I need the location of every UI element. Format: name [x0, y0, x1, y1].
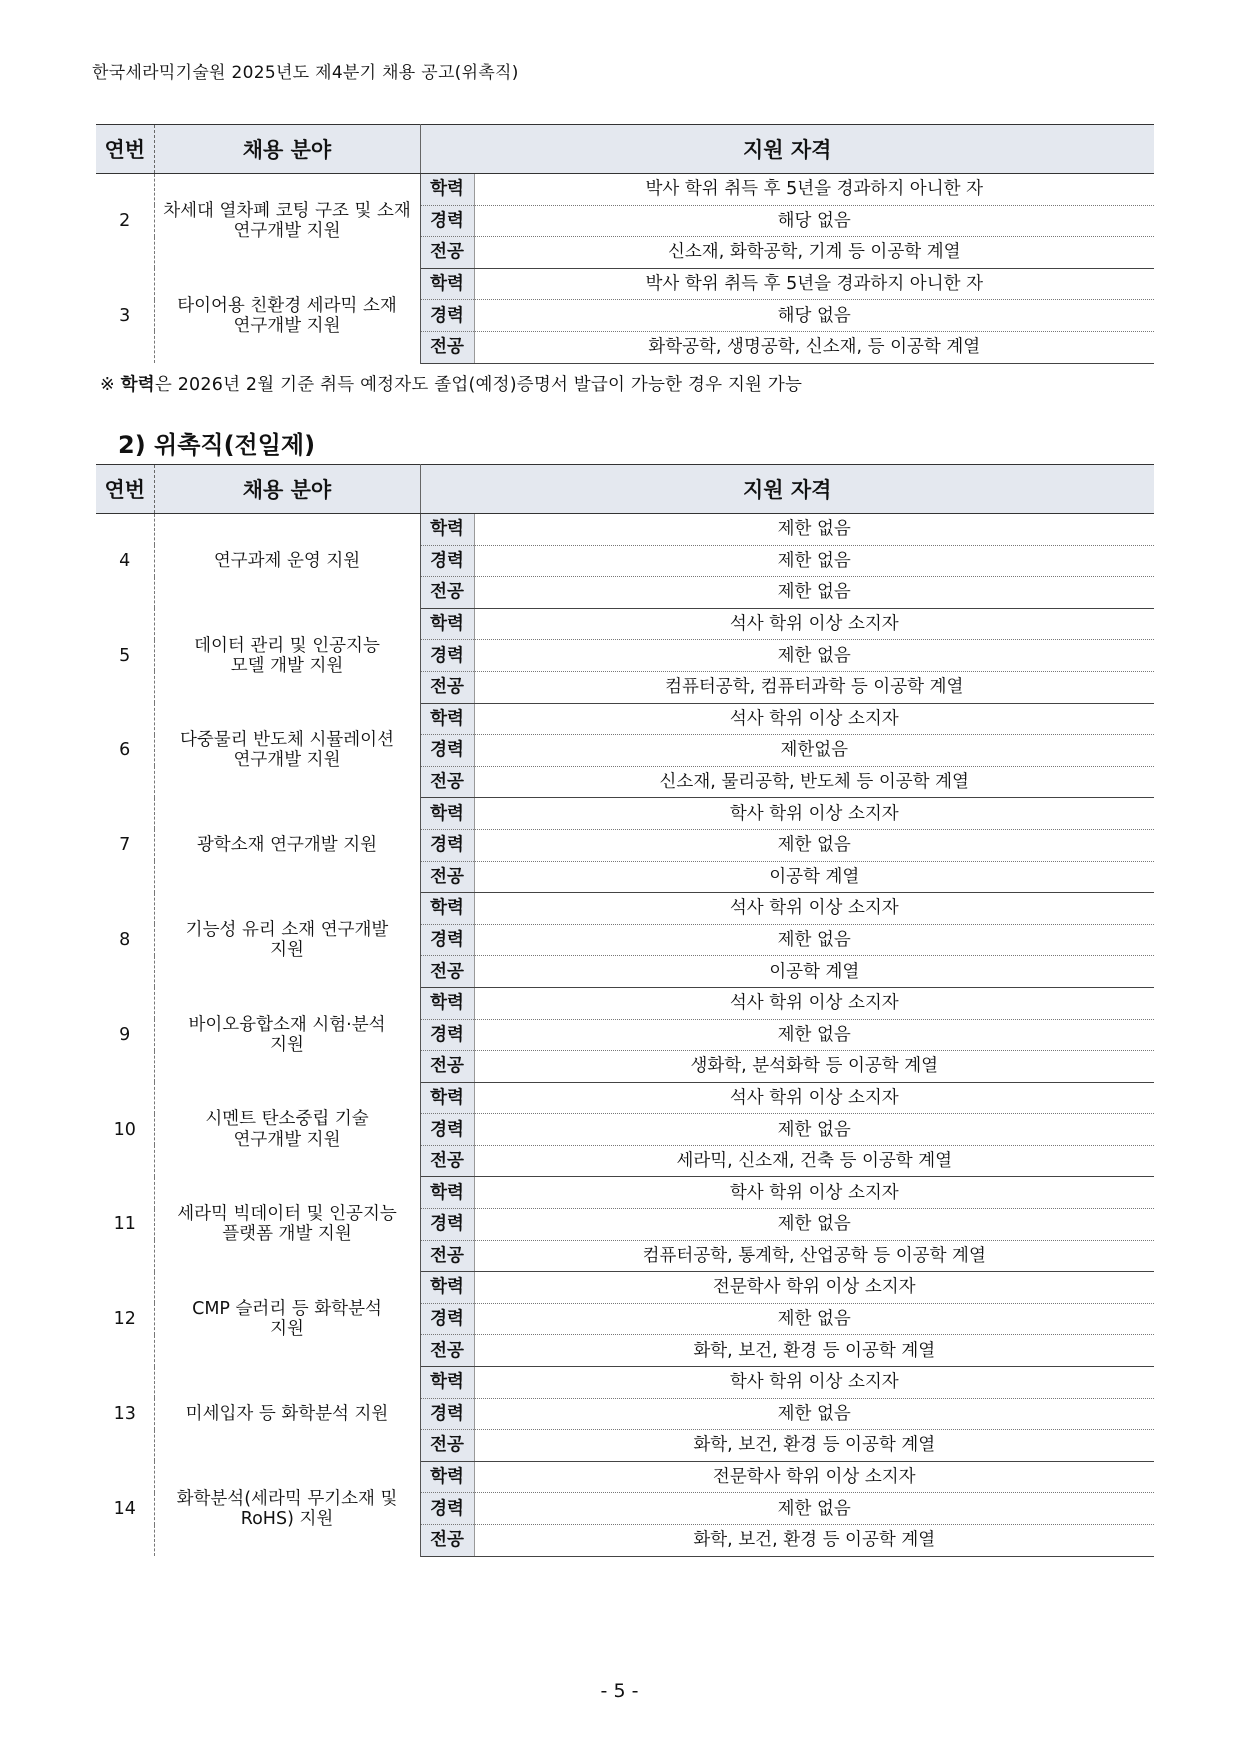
qualification-label-major: 전공: [420, 577, 474, 609]
qualification-label-major: 전공: [420, 671, 474, 703]
qualification-value-exp: 제한 없음: [474, 545, 1154, 577]
qualification-label-major: 전공: [420, 1525, 474, 1557]
row-number: 14: [96, 1461, 154, 1556]
qualification-value-exp: 제한 없음: [474, 829, 1154, 861]
recruitment-field: 타이어용 친환경 세라믹 소재 연구개발 지원: [154, 268, 420, 363]
qualification-value-edu: 전문학사 학위 이상 소지자: [474, 1272, 1154, 1304]
qualification-label-edu: 학력: [420, 1272, 474, 1304]
qualification-label-exp: 경력: [420, 205, 474, 237]
column-header-qualification: 지원 자격: [420, 465, 1154, 514]
qualification-label-edu: 학력: [420, 798, 474, 830]
qualification-value-major: 이공학 계열: [474, 956, 1154, 988]
column-header-no: 연번: [96, 465, 154, 514]
qualification-label-major: 전공: [420, 1240, 474, 1272]
recruitment-field: 연구과제 운영 지원: [154, 514, 420, 609]
qualification-label-edu: 학력: [420, 1177, 474, 1209]
page-header: 한국세라믹기술원 2025년도 제4분기 채용 공고(위촉직): [92, 63, 519, 83]
qualification-label-edu: 학력: [420, 174, 474, 206]
qualification-value-exp: 제한 없음: [474, 1114, 1154, 1146]
qualification-value-exp: 해당 없음: [474, 205, 1154, 237]
table-row: [96, 608, 1154, 640]
qualification-label-major: 전공: [420, 1051, 474, 1083]
note-bold: 학력: [120, 375, 155, 395]
qualification-table-2: [96, 464, 1154, 1557]
qualification-label-exp: 경력: [420, 1398, 474, 1430]
qualification-label-edu: 학력: [420, 893, 474, 925]
qualification-label-edu: 학력: [420, 608, 474, 640]
qualification-value-edu: 학사 학위 이상 소지자: [474, 1367, 1154, 1399]
column-header-no: 연번: [96, 125, 154, 174]
recruitment-field: 다중물리 반도체 시뮬레이션 연구개발 지원: [154, 703, 420, 798]
table-row: [96, 174, 1154, 206]
qualification-label-exp: 경력: [420, 1303, 474, 1335]
row-number: 9: [96, 987, 154, 1082]
table-row: [96, 1272, 1154, 1304]
qualification-label-edu: 학력: [420, 987, 474, 1019]
row-number: 4: [96, 514, 154, 609]
recruitment-field: CMP 슬러리 등 화학분석 지원: [154, 1272, 420, 1367]
recruitment-field: 세라믹 빅데이터 및 인공지능 플랫폼 개발 지원: [154, 1177, 420, 1272]
qualification-value-edu: 전문학사 학위 이상 소지자: [474, 1461, 1154, 1493]
qualification-value-exp: 제한 없음: [474, 1209, 1154, 1241]
qualification-value-exp: 제한 없음: [474, 924, 1154, 956]
qualification-value-edu: 박사 학위 취득 후 5년을 경과하지 아니한 자: [474, 174, 1154, 206]
qualification-label-exp: 경력: [420, 1019, 474, 1051]
table-row: [96, 1461, 1154, 1493]
qualification-value-edu: 석사 학위 이상 소지자: [474, 703, 1154, 735]
table-row: [96, 893, 1154, 925]
row-number: 11: [96, 1177, 154, 1272]
qualification-value-major: 화학, 보건, 환경 등 이공학 계열: [474, 1335, 1154, 1367]
qualification-table-1: [96, 124, 1154, 364]
qualification-value-major: 세라믹, 신소재, 건축 등 이공학 계열: [474, 1145, 1154, 1177]
table-row: [96, 798, 1154, 830]
qualification-label-edu: 학력: [420, 1367, 474, 1399]
qualification-value-major: 생화학, 분석화학 등 이공학 계열: [474, 1051, 1154, 1083]
qualification-label-exp: 경력: [420, 1114, 474, 1146]
qualification-value-major: 신소재, 물리공학, 반도체 등 이공학 계열: [474, 766, 1154, 798]
qualification-label-major: 전공: [420, 766, 474, 798]
qualification-value-edu: 석사 학위 이상 소지자: [474, 1082, 1154, 1114]
qualification-value-major: 신소재, 화학공학, 기계 등 이공학 계열: [474, 237, 1154, 269]
recruitment-field: 화학분석(세라믹 무기소재 및 RoHS) 지원: [154, 1461, 420, 1556]
qualification-value-exp: 제한 없음: [474, 1303, 1154, 1335]
qualification-label-exp: 경력: [420, 640, 474, 672]
qualification-label-major: 전공: [420, 1335, 474, 1367]
qualification-label-exp: 경력: [420, 924, 474, 956]
row-number: 7: [96, 798, 154, 893]
table-body: [96, 514, 1154, 1557]
qualification-value-edu: 석사 학위 이상 소지자: [474, 893, 1154, 925]
qualification-value-exp: 제한 없음: [474, 1493, 1154, 1525]
qualification-value-exp: 제한 없음: [474, 640, 1154, 672]
qualification-value-major: 화학, 보건, 환경 등 이공학 계열: [474, 1525, 1154, 1557]
column-header-field: 채용 분야: [154, 125, 420, 174]
qualification-label-major: 전공: [420, 956, 474, 988]
qualification-value-edu: 박사 학위 취득 후 5년을 경과하지 아니한 자: [474, 268, 1154, 300]
qualification-value-edu: 학사 학위 이상 소지자: [474, 798, 1154, 830]
table-row: [96, 514, 1154, 546]
recruitment-field: 시멘트 탄소중립 기술 연구개발 지원: [154, 1082, 420, 1177]
qualification-label-major: 전공: [420, 1430, 474, 1462]
qualification-label-exp: 경력: [420, 735, 474, 767]
table-body: [96, 174, 1154, 364]
qualification-value-edu: 학사 학위 이상 소지자: [474, 1177, 1154, 1209]
qualification-label-edu: 학력: [420, 1082, 474, 1114]
row-number: 12: [96, 1272, 154, 1367]
table-row: [96, 703, 1154, 735]
qualification-value-major: 컴퓨터공학, 통계학, 산업공학 등 이공학 계열: [474, 1240, 1154, 1272]
row-number: 5: [96, 608, 154, 703]
table-row: [96, 1177, 1154, 1209]
row-number: 6: [96, 703, 154, 798]
qualification-label-edu: 학력: [420, 703, 474, 735]
recruitment-field: 광학소재 연구개발 지원: [154, 798, 420, 893]
qualification-value-edu: 석사 학위 이상 소지자: [474, 608, 1154, 640]
qualification-value-exp: 해당 없음: [474, 300, 1154, 332]
qualification-label-major: 전공: [420, 331, 474, 363]
table-row: [96, 268, 1154, 300]
qualification-value-major: 컴퓨터공학, 컴퓨터과학 등 이공학 계열: [474, 671, 1154, 703]
qualification-label-exp: 경력: [420, 300, 474, 332]
qualification-value-major: 제한 없음: [474, 577, 1154, 609]
row-number: 2: [96, 174, 154, 269]
page-number: - 5 -: [600, 1680, 639, 1702]
footnote: [100, 371, 802, 396]
column-header-field: 채용 분야: [154, 465, 420, 514]
qualification-label-edu: 학력: [420, 1461, 474, 1493]
qualification-label-edu: 학력: [420, 514, 474, 546]
qualification-label-major: 전공: [420, 237, 474, 269]
qualification-value-major: 이공학 계열: [474, 861, 1154, 893]
qualification-label-edu: 학력: [420, 268, 474, 300]
qualification-value-exp: 제한없음: [474, 735, 1154, 767]
recruitment-field: 바이오융합소재 시험·분석 지원: [154, 987, 420, 1082]
recruitment-field: 기능성 유리 소재 연구개발 지원: [154, 893, 420, 988]
row-number: 3: [96, 268, 154, 363]
qualification-label-exp: 경력: [420, 829, 474, 861]
table-header-row: [96, 465, 1154, 514]
row-number: 13: [96, 1367, 154, 1462]
section-title: 2) 위촉직(전일제): [118, 431, 316, 459]
qualification-label-exp: 경력: [420, 545, 474, 577]
row-number: 10: [96, 1082, 154, 1177]
row-number: 8: [96, 893, 154, 988]
recruitment-field: 차세대 열차폐 코팅 구조 및 소재 연구개발 지원: [154, 174, 420, 269]
table-row: [96, 987, 1154, 1019]
table-row: [96, 1082, 1154, 1114]
note-text: 은 2026년 2월 기준 취득 예정자도 졸업(예정)증명서 발급이 가능한 경우 지원 가능: [154, 375, 803, 395]
qualification-value-exp: 제한 없음: [474, 1398, 1154, 1430]
qualification-value-major: 화학공학, 생명공학, 신소재, 등 이공학 계열: [474, 331, 1154, 363]
table-row: [96, 1367, 1154, 1399]
column-header-qualification: 지원 자격: [420, 125, 1154, 174]
note-prefix: ※: [100, 375, 121, 395]
qualification-label-exp: 경력: [420, 1209, 474, 1241]
qualification-value-exp: 제한 없음: [474, 1019, 1154, 1051]
qualification-label-major: 전공: [420, 861, 474, 893]
qualification-value-edu: 석사 학위 이상 소지자: [474, 987, 1154, 1019]
qualification-label-exp: 경력: [420, 1493, 474, 1525]
qualification-value-edu: 제한 없음: [474, 514, 1154, 546]
qualification-label-major: 전공: [420, 1145, 474, 1177]
recruitment-field: 데이터 관리 및 인공지능 모델 개발 지원: [154, 608, 420, 703]
table-header-row: [96, 125, 1154, 174]
recruitment-field: 미세입자 등 화학분석 지원: [154, 1367, 420, 1462]
qualification-value-major: 화학, 보건, 환경 등 이공학 계열: [474, 1430, 1154, 1462]
